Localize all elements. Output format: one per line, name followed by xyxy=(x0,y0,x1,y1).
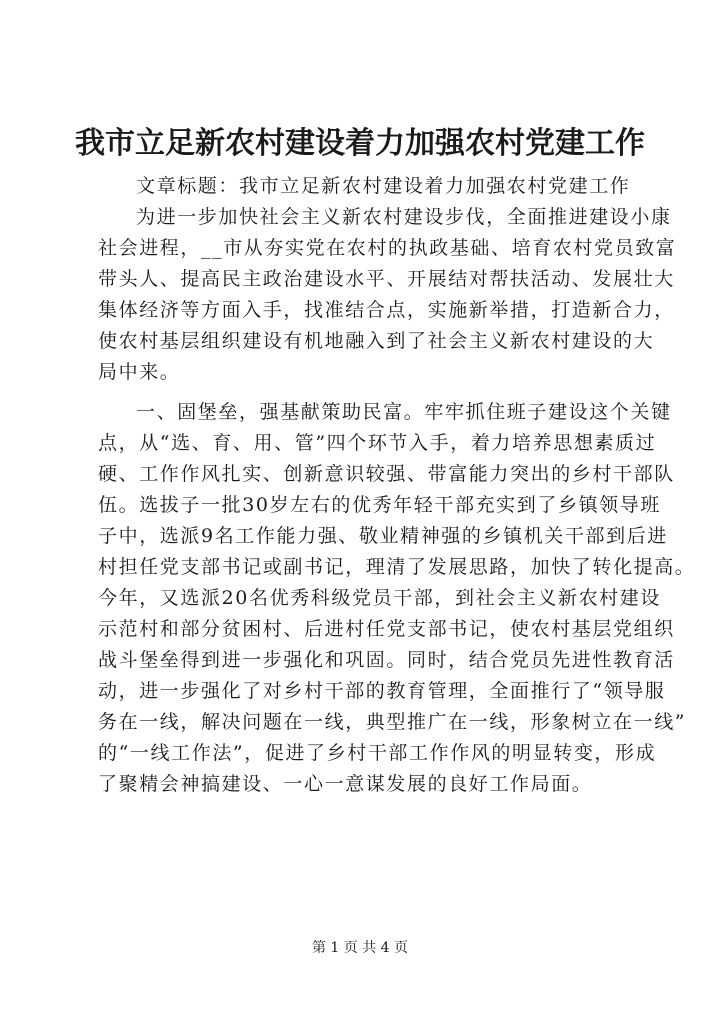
paragraph-line: 一、固堡垒，强基献策助民富。牢牢抓住班子建设这个关键 xyxy=(136,401,672,423)
paragraph-line: 村担任党支部书记或副书记，理清了发展思路，加快了转化提高。 xyxy=(98,556,696,578)
paragraph-line: 了聚精会神搞建设、一心一意谋发展的良好工作局面。 xyxy=(98,773,593,795)
paragraph-line: 务在一线，解决问题在一线，典型推广在一线，形象树立在一线” xyxy=(98,711,687,733)
paragraph-line: 带头人、提高民主政治建设水平、开展结对帮扶活动、发展壮大 xyxy=(98,268,675,290)
paragraph-line: 社会进程，__市从夯实党在农村的执政基础、培育农村党员致富 xyxy=(98,237,677,259)
paragraph-line: 伍。选拔子一批30岁左右的优秀年轻干部充实到了乡镇领导班 xyxy=(98,494,661,516)
paragraph-line: 示范村和部分贫困村、后进村任党支部书记，使农村基层党组织 xyxy=(98,618,675,640)
paragraph-1 xyxy=(98,202,677,388)
paragraph-line: 局中来。 xyxy=(98,361,181,383)
page-footer: 第 1 页 共 4 页 xyxy=(311,940,409,956)
paragraph-line: 动，进一步强化了对乡村干部的教育管理，全面推行了“领导服 xyxy=(98,680,666,702)
paragraph-line: 子中，选派9名工作能力强、敬业精神强的乡镇机关干部到后进 xyxy=(98,525,668,547)
paragraph-line: 战斗堡垒得到进一步强化和巩固。同时，结合党员先进性教育活 xyxy=(98,649,675,671)
document-body xyxy=(98,171,696,800)
paragraph-gap xyxy=(98,388,646,397)
article-title-line: 文章标题：我市立足新农村建设着力加强农村党建工作 xyxy=(136,175,631,197)
paragraph-line: 使农村基层组织建设有机地融入到了社会主义新农村建设的大 xyxy=(98,330,655,352)
paragraph-line: 为进一步加快社会主义新农村建设步伐，全面推进建设小康 xyxy=(136,206,672,228)
paragraph-line: 今年，又选派20名优秀科级党员干部，到社会主义新农村建设 xyxy=(98,587,661,609)
paragraph-line: 点，从“选、育、用、管”四个环节入手，着力培养思想素质过 xyxy=(98,432,657,454)
document-title: 我市立足新农村建设着力加强农村党建工作 xyxy=(75,126,645,161)
paragraph-line: 集体经济等方面入手，找准结合点，实施新举措，打造新合力， xyxy=(98,299,675,321)
paragraph-line: 的“一线工作法”，促进了乡村干部工作作风的明显转变，形成 xyxy=(98,742,657,764)
paragraph-2 xyxy=(98,397,696,800)
paragraph-line: 硬、工作作风扎实、创新意识较强、带富能力突出的乡村干部队 xyxy=(98,463,675,485)
